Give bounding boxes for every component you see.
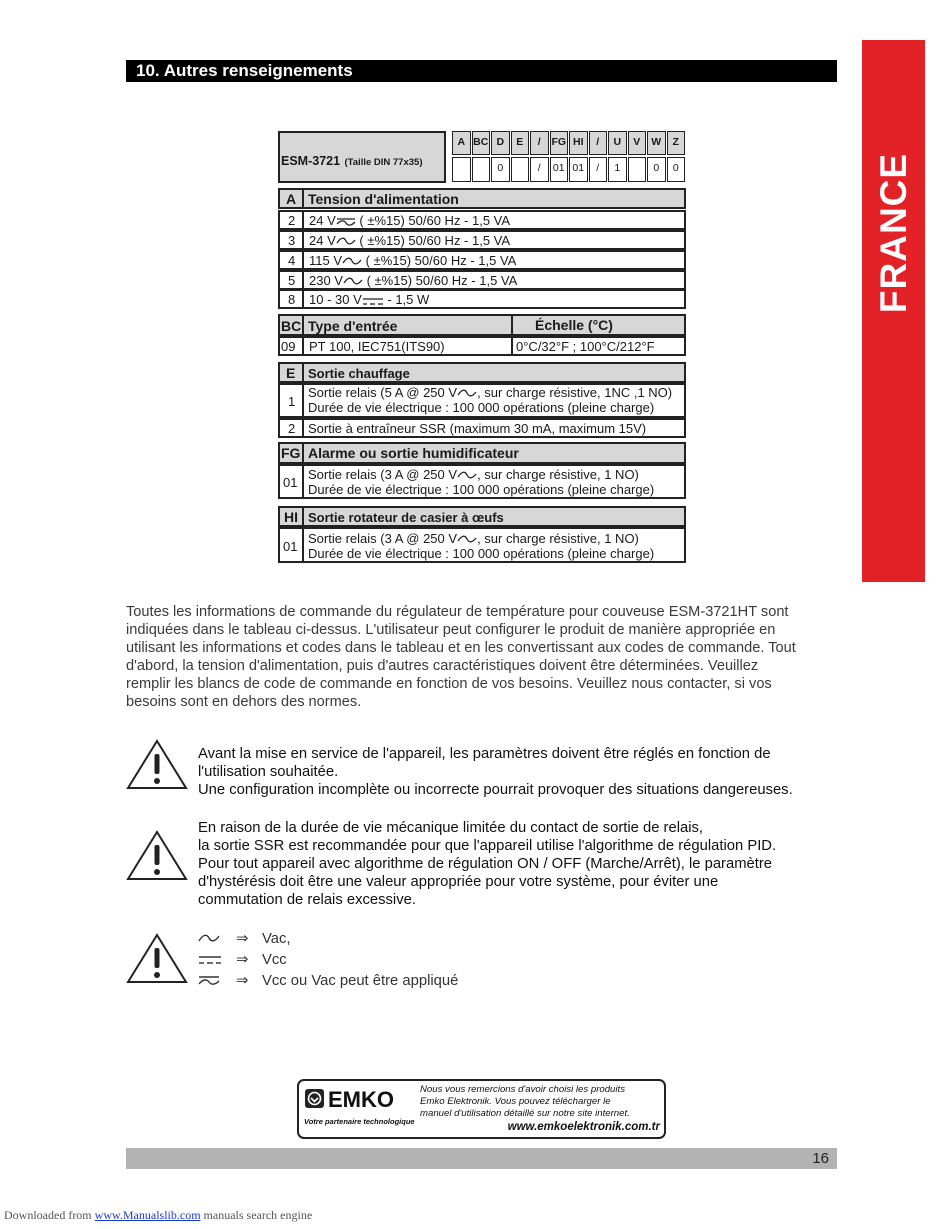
- emko-message-line: Emko Elektronik. Vous pouvez télécharger le: [420, 1096, 611, 1107]
- legend-label: Vcc: [262, 952, 287, 968]
- section-hi-row-line1: Sortie relais (3 A @ 250 V: [308, 531, 458, 546]
- code-letter-cell: W: [647, 131, 666, 155]
- section-fg-row-line1-end: , sur charge résistive, 1 NO): [477, 467, 639, 482]
- legend-label: Vac,: [262, 931, 291, 947]
- footer-bar: [126, 1148, 837, 1169]
- legend-row-dc: [198, 950, 287, 970]
- emko-message-line: Nous vous remercions d'avoir choisi les produits: [420, 1084, 625, 1095]
- warning-line: la sortie SSR est recommandée pour que l'appareil utilise l'algorithme de régulation PID.: [198, 838, 777, 854]
- section-a-row-code: 4: [288, 253, 296, 268]
- paragraph-line: utilisant les informations et codes dans le tableau et en les convertissant aux codes de commande. Tout: [126, 640, 796, 656]
- warning-line: Pour tout appareil avec algorithme de régulation ON / OFF (Marche/Arrêt), le paramètre: [198, 856, 773, 872]
- paragraph-line: Toutes les informations de commande du régulateur de température pour couveuse ESM-3721HT sont: [126, 604, 789, 620]
- section-fg-row-line2: Durée de vie électrique : 100 000 opérations (pleine charge): [308, 482, 655, 497]
- section-a-row-voltage: 24 V: [309, 233, 336, 248]
- emko-website-link[interactable]: www.emkoelektronik.com.tr: [507, 1121, 660, 1133]
- legend-row-acdc: [198, 971, 458, 991]
- code-value-cell: 01: [550, 157, 569, 182]
- section-e-row-2-code: 2: [288, 421, 296, 436]
- section-hi-title: Sortie rotateur de casier à œufs: [308, 510, 504, 525]
- section-e-row-1: [278, 383, 686, 418]
- section-a-row: [278, 250, 686, 270]
- ac-symbol-icon: [342, 253, 362, 268]
- code-letter-cell: U: [608, 131, 627, 155]
- warning-1-text: [198, 745, 793, 799]
- code-letter-cell: A: [452, 131, 471, 155]
- code-value-cell: [472, 157, 491, 182]
- code-letter-cell: /: [530, 131, 549, 155]
- emko-message-line: manuel d'utilisation détaillé sur notre site internet.: [420, 1108, 630, 1119]
- manualslib-link[interactable]: www.Manualslib.com: [94, 1208, 201, 1222]
- code-value-cell: /: [589, 157, 608, 182]
- code-letter-cell: FG: [550, 131, 569, 155]
- emko-brand: EMKO: [328, 1087, 394, 1111]
- section-fg-row-line1: Sortie relais (3 A @ 250 V: [308, 467, 458, 482]
- dc-symbol-icon: [362, 292, 384, 307]
- model-name: ESM-3721: [281, 154, 341, 168]
- section-fg-row: [278, 464, 686, 499]
- acdc-symbol-icon: [198, 971, 222, 991]
- code-value-cell: 0: [491, 157, 510, 182]
- code-value-cell: [628, 157, 647, 182]
- section-a-row-spec: - 1,5 W: [387, 292, 430, 307]
- warning-line: d'hystérésis doit être une valeur appropriée pour votre système, pour éviter une: [198, 874, 719, 890]
- section-bc-row-code: 09: [281, 339, 296, 354]
- section-e-header: [278, 362, 686, 383]
- scale-value: 0°C/32°F ; 100°C/212°F: [516, 339, 655, 354]
- code-letter-cell: HI: [569, 131, 588, 155]
- emko-tagline: Votre partenaire technologique: [304, 1117, 415, 1126]
- section-a-row: [278, 289, 686, 309]
- arrow-icon: ⇒: [236, 931, 249, 947]
- section-a-row-voltage: 230 V: [309, 273, 343, 288]
- warning-triangle-icon: [126, 933, 188, 990]
- code-letter-cell: E: [511, 131, 530, 155]
- legend-label: Vcc ou Vac peut être appliqué: [262, 973, 459, 989]
- section-bc-row-input: PT 100, IEC751(ITS90): [309, 339, 445, 354]
- emko-message: [420, 1084, 630, 1120]
- section-title: 10. Autres renseignements: [126, 60, 837, 82]
- code-value-cell: [452, 157, 471, 182]
- code-value-cell: 0: [647, 157, 666, 182]
- section-e-code: E: [286, 365, 296, 381]
- acdc-symbol-icon: [336, 213, 356, 228]
- section-fg-row-code: 01: [283, 475, 298, 490]
- scale-title: Échelle (°C): [535, 317, 613, 333]
- section-a-row-voltage: 24 V: [309, 213, 336, 228]
- dc-symbol-icon: [198, 950, 222, 970]
- section-a-code: A: [286, 191, 297, 207]
- paragraph-line: d'abord, la tension d'alimentation, puis d'autres caractéristiques doivent être déterminées. Veuillez: [126, 658, 759, 674]
- info-paragraph: [126, 603, 866, 711]
- ac-symbol-icon: [457, 531, 477, 546]
- section-e-title: Sortie chauffage: [308, 366, 410, 381]
- code-value-cell: 01: [569, 157, 588, 182]
- country-label: FRANCE: [872, 152, 914, 314]
- section-e-row-2: [278, 418, 686, 438]
- section-bc-header: [278, 314, 513, 336]
- section-a-row: [278, 230, 686, 250]
- scale-header: [511, 314, 686, 336]
- ac-symbol-icon: [343, 273, 363, 288]
- section-hi-header: [278, 506, 686, 527]
- ac-symbol-icon: [336, 233, 356, 248]
- page-number: 16: [812, 1150, 829, 1167]
- arrow-icon: ⇒: [236, 973, 249, 989]
- section-bc-title: Type d'entrée: [308, 318, 398, 334]
- code-value-cell: 1: [608, 157, 627, 182]
- section-e-row-1-code: 1: [288, 394, 296, 409]
- warning-line: Avant la mise en service de l'appareil, les paramètres doivent être réglés en fonction de: [198, 746, 771, 762]
- section-fg-title: Alarme ou sortie humidificateur: [308, 445, 519, 461]
- code-letter-cell: D: [491, 131, 510, 155]
- model-size-note: (Taille DIN 77x35): [344, 157, 423, 168]
- section-a-row: [278, 270, 686, 290]
- section-a-row-spec: ( ±%15) 50/60 Hz - 1,5 VA: [365, 253, 517, 268]
- emko-info-box: [297, 1079, 666, 1139]
- section-e-row-2-text: Sortie à entraîneur SSR (maximum 30 mA, maximum 15V): [308, 421, 647, 436]
- section-fg-code: FG: [281, 445, 301, 461]
- section-a-row-voltage: 10 - 30 V: [309, 292, 362, 307]
- download-prefix: Downloaded from: [4, 1208, 95, 1222]
- code-letter-cell: /: [589, 131, 608, 155]
- download-suffix: manuals search engine: [200, 1208, 313, 1222]
- section-hi-code: HI: [284, 509, 298, 525]
- code-letter-cell: V: [628, 131, 647, 155]
- warning-line: Une configuration incomplète ou incorrecte pourrait provoquer des situations dangereuses.: [198, 782, 793, 798]
- section-a-row-code: 5: [288, 273, 296, 288]
- ac-symbol-icon: [457, 467, 477, 482]
- emko-logo: [304, 1087, 415, 1126]
- paragraph-line: remplir les blancs de code de commande en fonction de vos besoins. Veuillez nous contacter, si vos: [126, 676, 772, 692]
- model-box: [278, 131, 446, 183]
- code-letter-cell: Z: [667, 131, 686, 155]
- section-a-row-spec: ( ±%15) 50/60 Hz - 1,5 VA: [359, 233, 511, 248]
- warning-line: En raison de la durée de vie mécanique limitée du contact de sortie de relais,: [198, 820, 704, 836]
- section-a-row: [278, 210, 686, 230]
- section-hi-row: [278, 527, 686, 563]
- section-a-row-code: 8: [288, 292, 296, 307]
- code-letter-cell: BC: [472, 131, 491, 155]
- section-fg-header: [278, 442, 686, 464]
- code-value-cell: 0: [667, 157, 686, 182]
- section-a-row-code: 2: [288, 213, 296, 228]
- section-hi-row-line2: Durée de vie électrique : 100 000 opérations (pleine charge): [308, 546, 655, 561]
- section-bc-row: [278, 336, 513, 356]
- paragraph-line: besoins sont en dehors des normes.: [126, 694, 362, 710]
- section-e-row-1-line2: Durée de vie électrique : 100 000 opérations (pleine charge): [308, 400, 655, 415]
- emko-logo-icon: [304, 1087, 412, 1111]
- scale-row: [511, 336, 686, 356]
- warning-triangle-icon: [126, 830, 188, 887]
- country-tab: [862, 40, 925, 582]
- legend-row-ac: [198, 929, 291, 949]
- arrow-icon: ⇒: [236, 952, 249, 968]
- section-e-row-1-line1-end: , sur charge résistive, 1NC ,1 NO): [477, 385, 673, 400]
- warning-2-text: [198, 819, 776, 909]
- section-a-row-code: 3: [288, 233, 296, 248]
- paragraph-line: indiquées dans le tableau ci-dessus. L'utilisateur peut configurer le produit de manière appropriée en: [126, 622, 776, 638]
- download-notice: [4, 1208, 312, 1223]
- warning-line: l'utilisation souhaitée.: [198, 764, 339, 780]
- warning-triangle-icon: [126, 739, 188, 796]
- section-bc-code: BC: [281, 318, 302, 334]
- section-hi-row-code: 01: [283, 539, 298, 554]
- section-e-row-1-line1: Sortie relais (5 A @ 250 V: [308, 385, 458, 400]
- section-a-title: Tension d'alimentation: [308, 191, 459, 207]
- ac-symbol-icon: [457, 385, 477, 400]
- section-a-row-spec: ( ±%15) 50/60 Hz - 1,5 VA: [366, 273, 518, 288]
- section-a-row-spec: ( ±%15) 50/60 Hz - 1,5 VA: [359, 213, 511, 228]
- section-a-header: [278, 188, 686, 209]
- code-value-cell: [511, 157, 530, 182]
- ac-symbol-icon: [198, 929, 222, 949]
- section-a-row-voltage: 115 V: [309, 253, 343, 268]
- code-value-cell: /: [530, 157, 549, 182]
- warning-line: commutation de relais excessive.: [198, 892, 416, 908]
- section-hi-row-line1-end: , sur charge résistive, 1 NO): [477, 531, 639, 546]
